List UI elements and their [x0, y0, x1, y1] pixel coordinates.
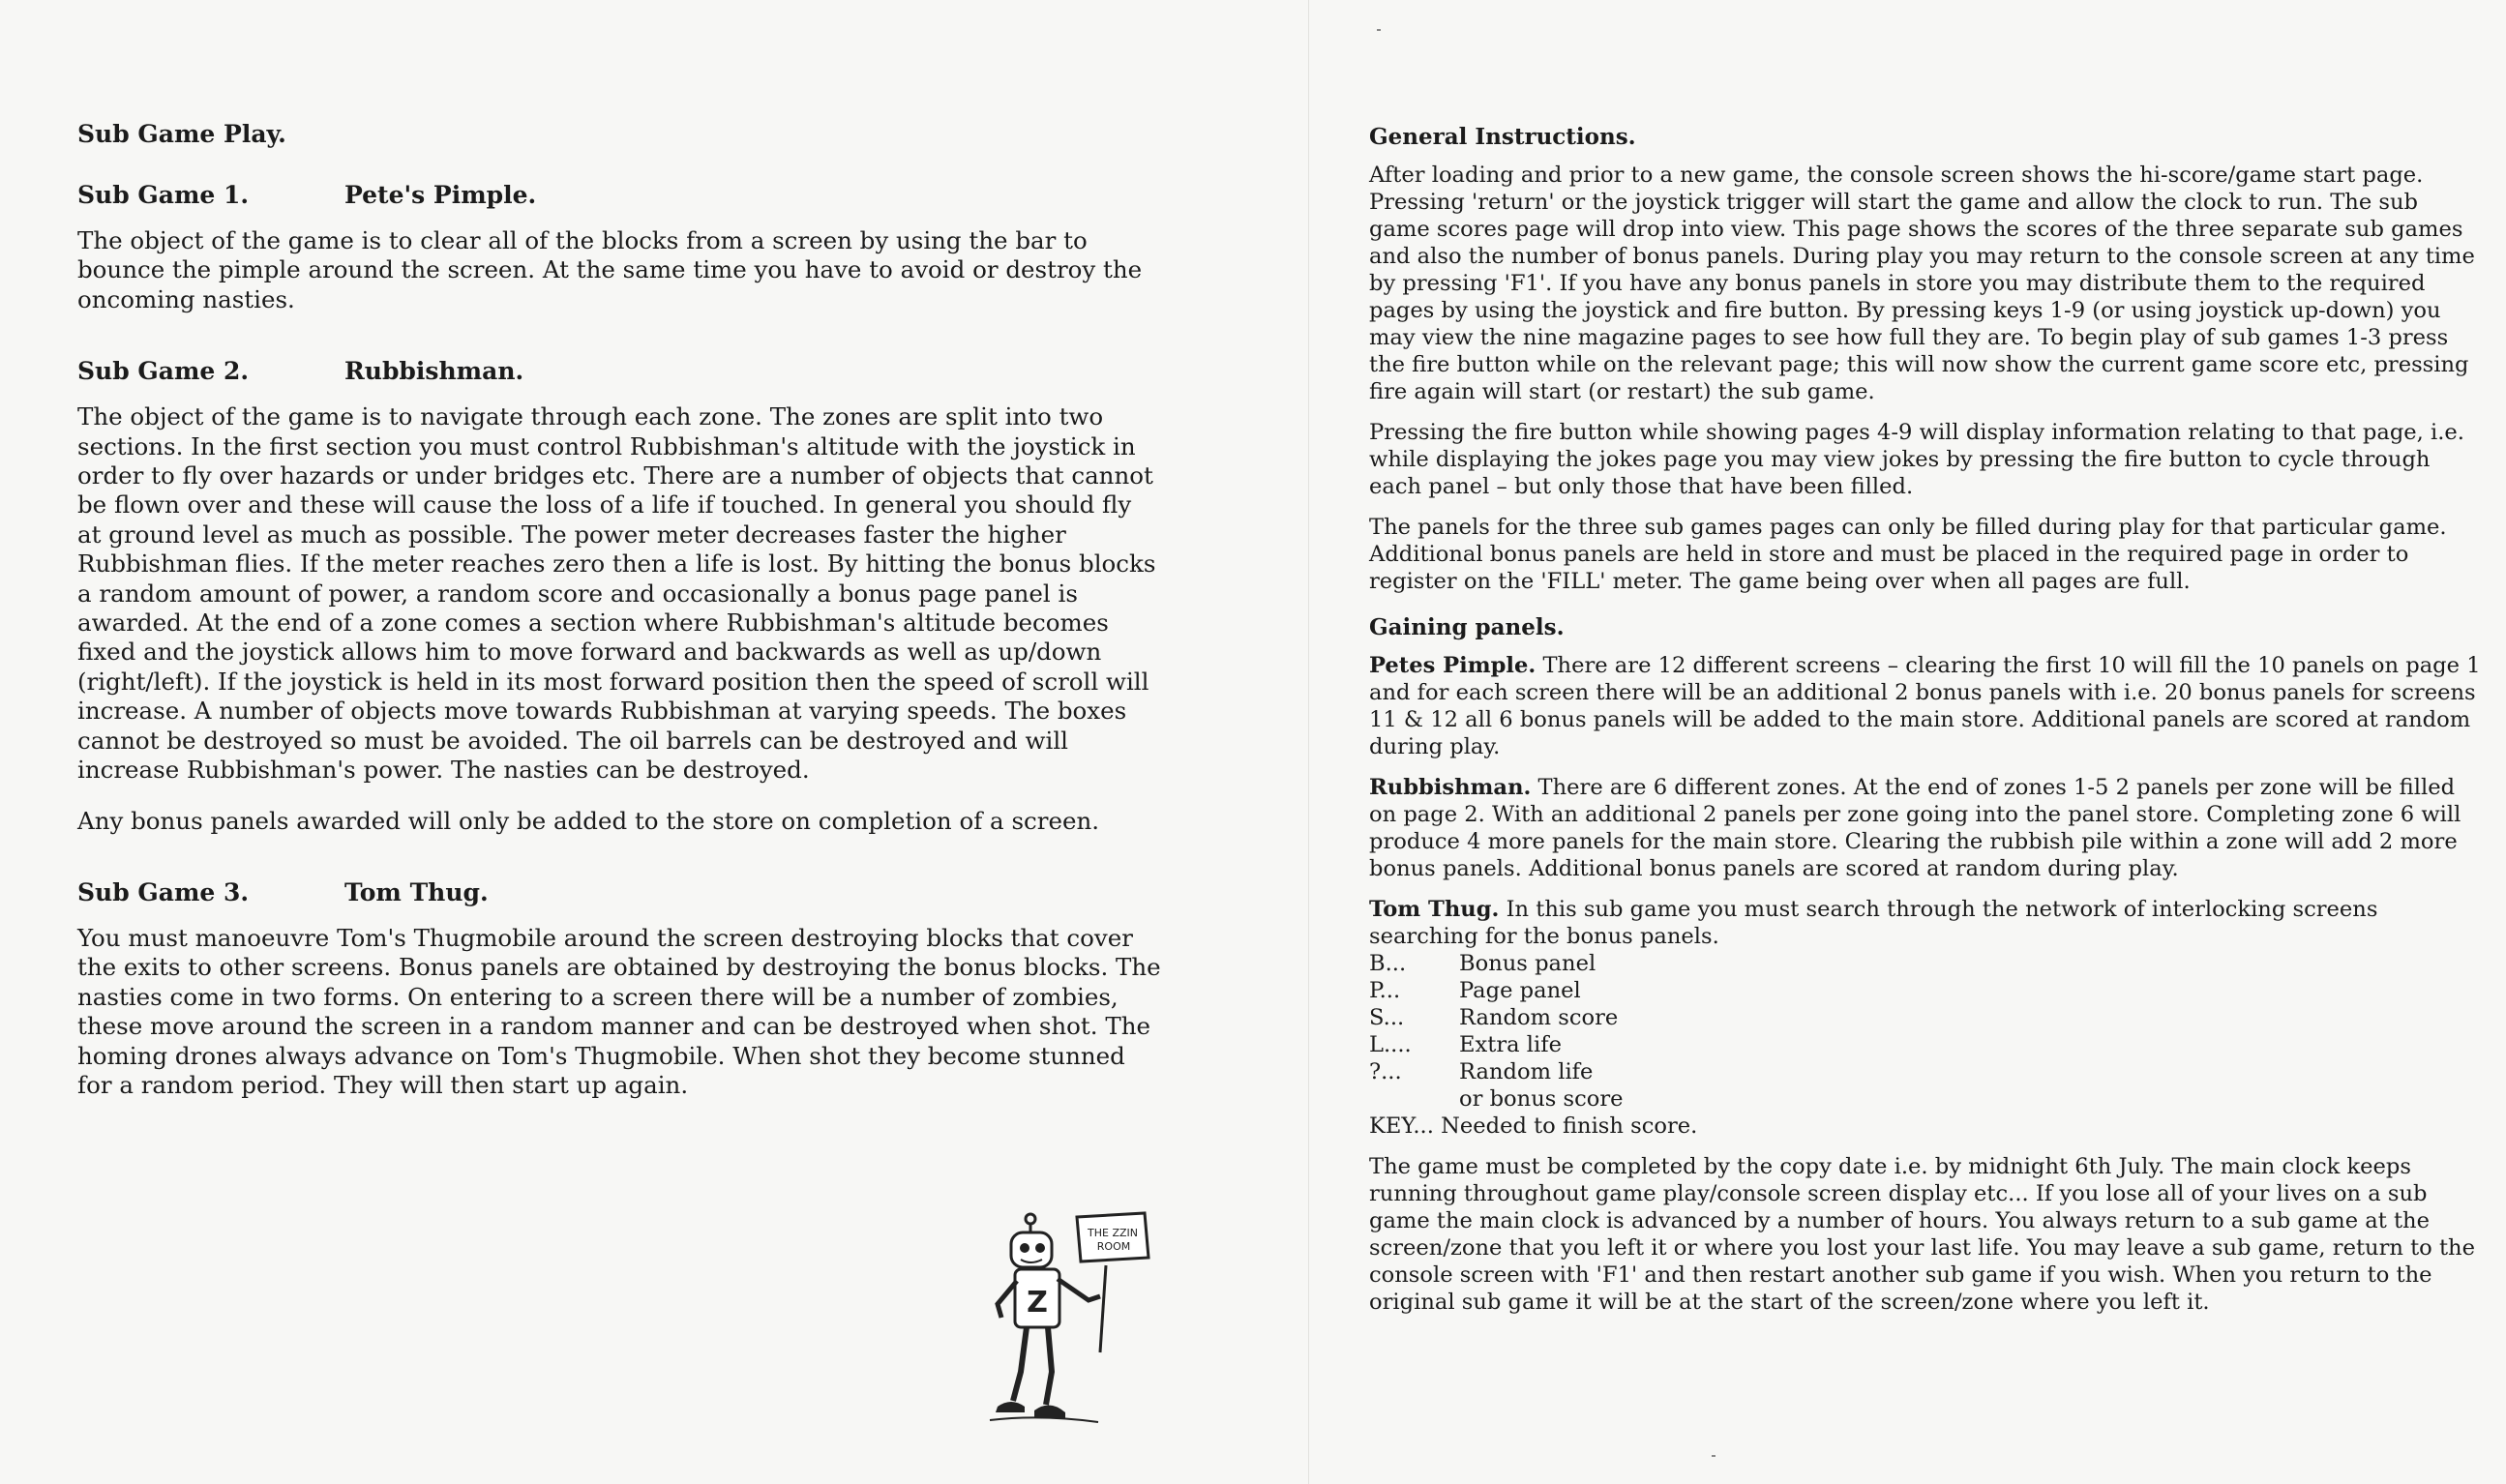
- petes-pimple-paragraph: [1369, 652, 2482, 760]
- legend-row: P... Page panel: [1369, 978, 1581, 1003]
- copy-date-paragraph: The game must be completed by the copy date i.e. by midnight 6th July. The main clock keeps running throughout game play/console screen display etc... If you lose all of your lives on a sub game the main clock is advanced by a number of hours. You always return to a sub game at the screen/zone that you left it or where you lost your last life. You may leave a sub game, return to the console screen with 'F1' and then restart another sub game if you wish. When you return to the original sub game it will be at the start of the screen/zone where you left it.: [1369, 1154, 2475, 1315]
- legend-key-line: KEY... Needed to finish score.: [1369, 1113, 1698, 1139]
- sub-game-3-heading: [77, 878, 1161, 906]
- legend-row: L.... Extra life: [1369, 1032, 1562, 1057]
- tom-thug-text: In this sub game you must search through the network of interlocking screens searching for the bonus panels.: [1369, 897, 2378, 949]
- legend-row: or bonus score: [1459, 1086, 1624, 1112]
- right-column: [1369, 124, 2482, 1329]
- block-legend: [1369, 950, 2482, 1140]
- sub-game-1-name: Pete's Pimple.: [344, 181, 537, 209]
- sub-game-3-number: Sub Game 3.: [77, 877, 250, 906]
- left-column: [77, 120, 1161, 1143]
- instructions-paragraph-2: Pressing the fire button while showing pages 4-9 will display information relating to that page, i.e. while displaying the jokes page you may view jokes by pressing the fire button to cycle through each panel – but only those that have been filled.: [1369, 420, 2464, 499]
- sub-game-1-section: [77, 181, 1161, 314]
- petes-pimple-text: There are 12 different screens – clearing the first 10 will fill the 10 panels on page 1 and for each screen there will be an additional 2 bonus panels with i.e. 20 bonus panels for screens 11 & 12 all 6 bonus panels will be added to the main store. Additional panels are scored at random during play.: [1369, 653, 2481, 759]
- mascot-sign-line-1: THE ZZIN: [1088, 1227, 1138, 1239]
- tom-thug-paragraph: [1369, 896, 2482, 950]
- rubbishman-text: There are 6 different zones. At the end of zones 1-5 2 panels per zone will be filled on page 2. With an additional 2 panels per zone going into the panel store. Completing zone 6 will produce 4 more panels for the main store. Clearing the rubbish pile within a zone will add 2 more bonus panels. Additional bonus panels are scored at random during play.: [1369, 775, 2461, 881]
- sub-game-3-text: You must manoeuvre Tom's Thugmobile around the screen destroying blocks that cover the exits to other screens. Bonus panels are obtained by destroying the bonus blocks. The nasties come in two forms. On entering to a screen there will be a number of zombies, these move around the screen in a random manner and can be destroyed when shot. The homing drones always advance on Tom's Thugmobile. When shot they become stunned for a random period. They will then start up again.: [77, 923, 1161, 1099]
- legend-row: ?... Random life: [1369, 1059, 1594, 1084]
- legend-row: B... Bonus panel: [1369, 951, 1596, 976]
- svg-text:Z: Z: [1027, 1286, 1048, 1320]
- sub-game-1-heading: [77, 181, 1161, 209]
- sub-game-2-bonus-note: Any bonus panels awarded will only be added to the store on completion of a screen.: [77, 806, 1100, 835]
- instructions-paragraph-3: The panels for the three sub games pages can only be filled during play for that particular game. Additional bonus panels are held in store and must be placed in the required page in order to register on the 'FILL' meter. The game being over when all pages are full.: [1369, 515, 2447, 594]
- legend-row: S... Random score: [1369, 1005, 1619, 1030]
- sub-game-2-name: Rubbishman.: [344, 357, 524, 386]
- sub-game-1-number: Sub Game 1.: [77, 181, 250, 209]
- sub-game-2-number: Sub Game 2.: [77, 357, 250, 386]
- mascot-sign-line-2: ROOM: [1096, 1240, 1131, 1253]
- general-instructions-heading: General Instructions.: [1369, 124, 1636, 150]
- sub-game-2-section: [77, 357, 1161, 836]
- sub-game-1-text: The object of the game is to clear all of the blocks from a screen by using the bar to bounce the pimple around the screen. At the same time you have to avoid or destroy the oncoming nasties.: [77, 226, 1143, 313]
- gaining-panels-heading: Gaining panels.: [1369, 614, 1565, 640]
- petes-pimple-label: Petes Pimple.: [1369, 653, 1536, 678]
- sub-game-3-name: Tom Thug.: [344, 877, 489, 906]
- sub-game-2-heading: [77, 357, 1161, 385]
- print-speck: [1377, 29, 1381, 31]
- rubbishman-label: Rubbishman.: [1369, 775, 1532, 800]
- robot-mascot-icon: [982, 1207, 1156, 1430]
- instructions-paragraph-1: After loading and prior to a new game, the console screen shows the hi-score/game start page. Pressing 'return' or the joystick trigger will start the game and allow the clock to run. The sub game scores page will drop into view. This page shows the scores of the three separate sub games and also the number of bonus panels. During play you may return to the console screen at any time by pressing 'F1'. If you have any bonus panels in store you may distribute them to the required pages by using the joystick and fire button. By pressing keys 1-9 (or using joystick up-down) you may view the nine magazine pages to see how full they are. To begin play of sub games 1-3 press the fire button while on the relevant page; this will now show the current game score etc, pressing fire again will start (or restart) the sub game.: [1369, 163, 2475, 404]
- tom-thug-label: Tom Thug.: [1369, 897, 1500, 922]
- sub-game-2-text: The object of the game is to navigate through each zone. The zones are split into two sections. In the first section you must control Rubbishman's altitude with the joystick in order to fly over hazards or under bridges etc. There are a number of objects that cannot be flown over and these will cause the loss of a life if touched. In general you should fly at ground level as much as possible. The power meter decreases faster the higher Rubbishman flies. If the meter reaches zero then a life is lost. By hitting the bonus blocks a random amount of power, a random score and occasionally a bonus page panel is awarded. At the end of a zone comes a section where Rubbishman's altitude becomes fixed and the joystick allows him to move forward and backwards as well as up/down (right/left). If the joystick is held in its most forward position then the speed of scroll will increase. A number of objects move towards Rubbishman at varying speeds. The boxes cannot be destroyed so must be avoided. The oil barrels can be destroyed and will increase Rubbishman's power. The nasties can be destroyed.: [77, 402, 1156, 785]
- sub-game-3-section: [77, 878, 1161, 1100]
- right-page: [1309, 0, 2506, 1484]
- rubbishman-paragraph: [1369, 774, 2482, 882]
- sub-game-play-heading: Sub Game Play.: [77, 120, 286, 148]
- print-speck: [1712, 1455, 1715, 1457]
